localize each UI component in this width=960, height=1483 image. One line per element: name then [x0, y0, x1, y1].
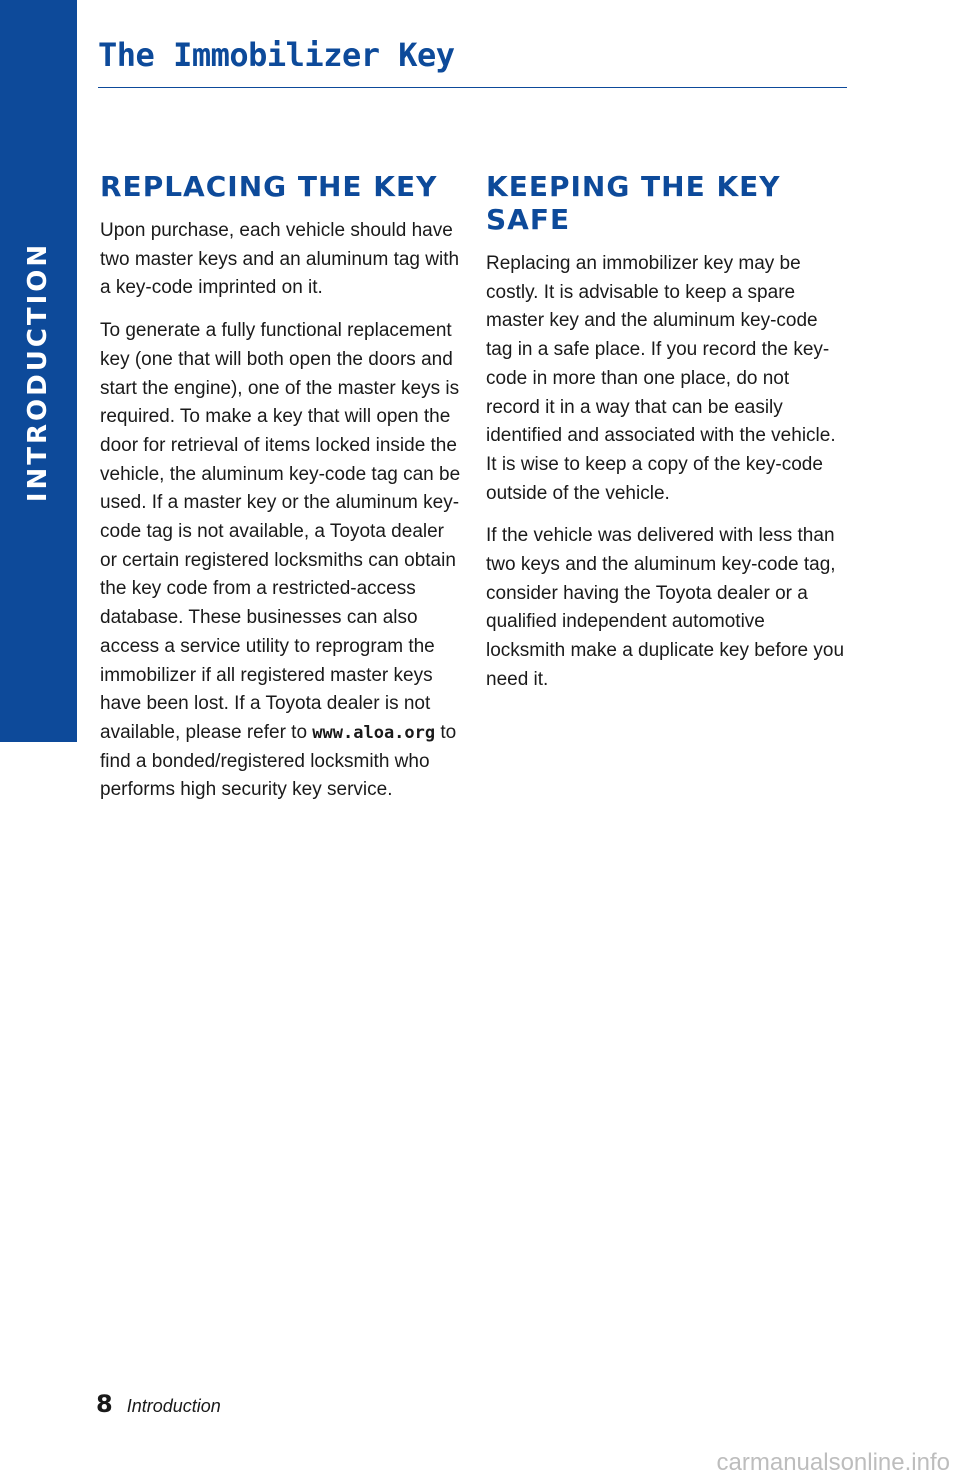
footer-section-label: Introduction [126, 1396, 221, 1416]
paragraph: If the vehicle was delivered with less than two keys and the aluminum key-code tag, consider having the Toyota dealer or a qualified independent automotive locksmith make a duplicate key before you need it. [486, 525, 845, 690]
paragraph-with-link [100, 317, 462, 805]
aloa-link[interactable]: www.aloa.org [312, 722, 436, 743]
section-keeping-the-key-safe [486, 170, 848, 709]
paragraph-text-continued: to find a bonded/registered locksmith who performs high security key service. [100, 721, 457, 801]
page-footer [96, 1390, 221, 1418]
section-heading: KEEPING THE KEY SAFE [486, 170, 781, 236]
watermark: carmanualsonline.info [716, 1449, 950, 1476]
side-tab [0, 0, 77, 742]
page-number: 8 [96, 1390, 113, 1418]
paragraph: Replacing an immobilizer key may be costly. It is advisable to keep a spare master key and the aluminum key-code tag in a safe place. If you record the key-code in more than one place, do not record it in a way that can be easily identified and associated with the vehicle. It is wise to keep a copy of the key-code outside of the vehicle. [486, 253, 836, 504]
paragraph-text: To generate a fully functional replacement key (one that will both open the doors and start the engine), one of the master keys is required. To make a key that will open the door for retrieval of items locked inside the vehicle, the aluminum key-code tag can be used. If a master key or the aluminum key-code tag is not available, a Toyota dealer or certain registered locksmiths can obtain the key code from a restricted-access database. These businesses can also access a service utility to reprogram the immobilizer if all registered master keys have been lost. If a Toyota dealer is not available, please refer to [100, 320, 461, 743]
paragraph: Upon purchase, each vehicle should have two master keys and an aluminum tag with a key-code imprinted on it. [100, 220, 460, 299]
section-heading: REPLACING THE KEY [100, 170, 438, 203]
section-replacing-the-key [100, 170, 462, 819]
page-title: The Immobilizer Key [98, 36, 455, 74]
side-tab-label: INTRODUCTION [23, 241, 53, 503]
title-divider [98, 87, 847, 88]
